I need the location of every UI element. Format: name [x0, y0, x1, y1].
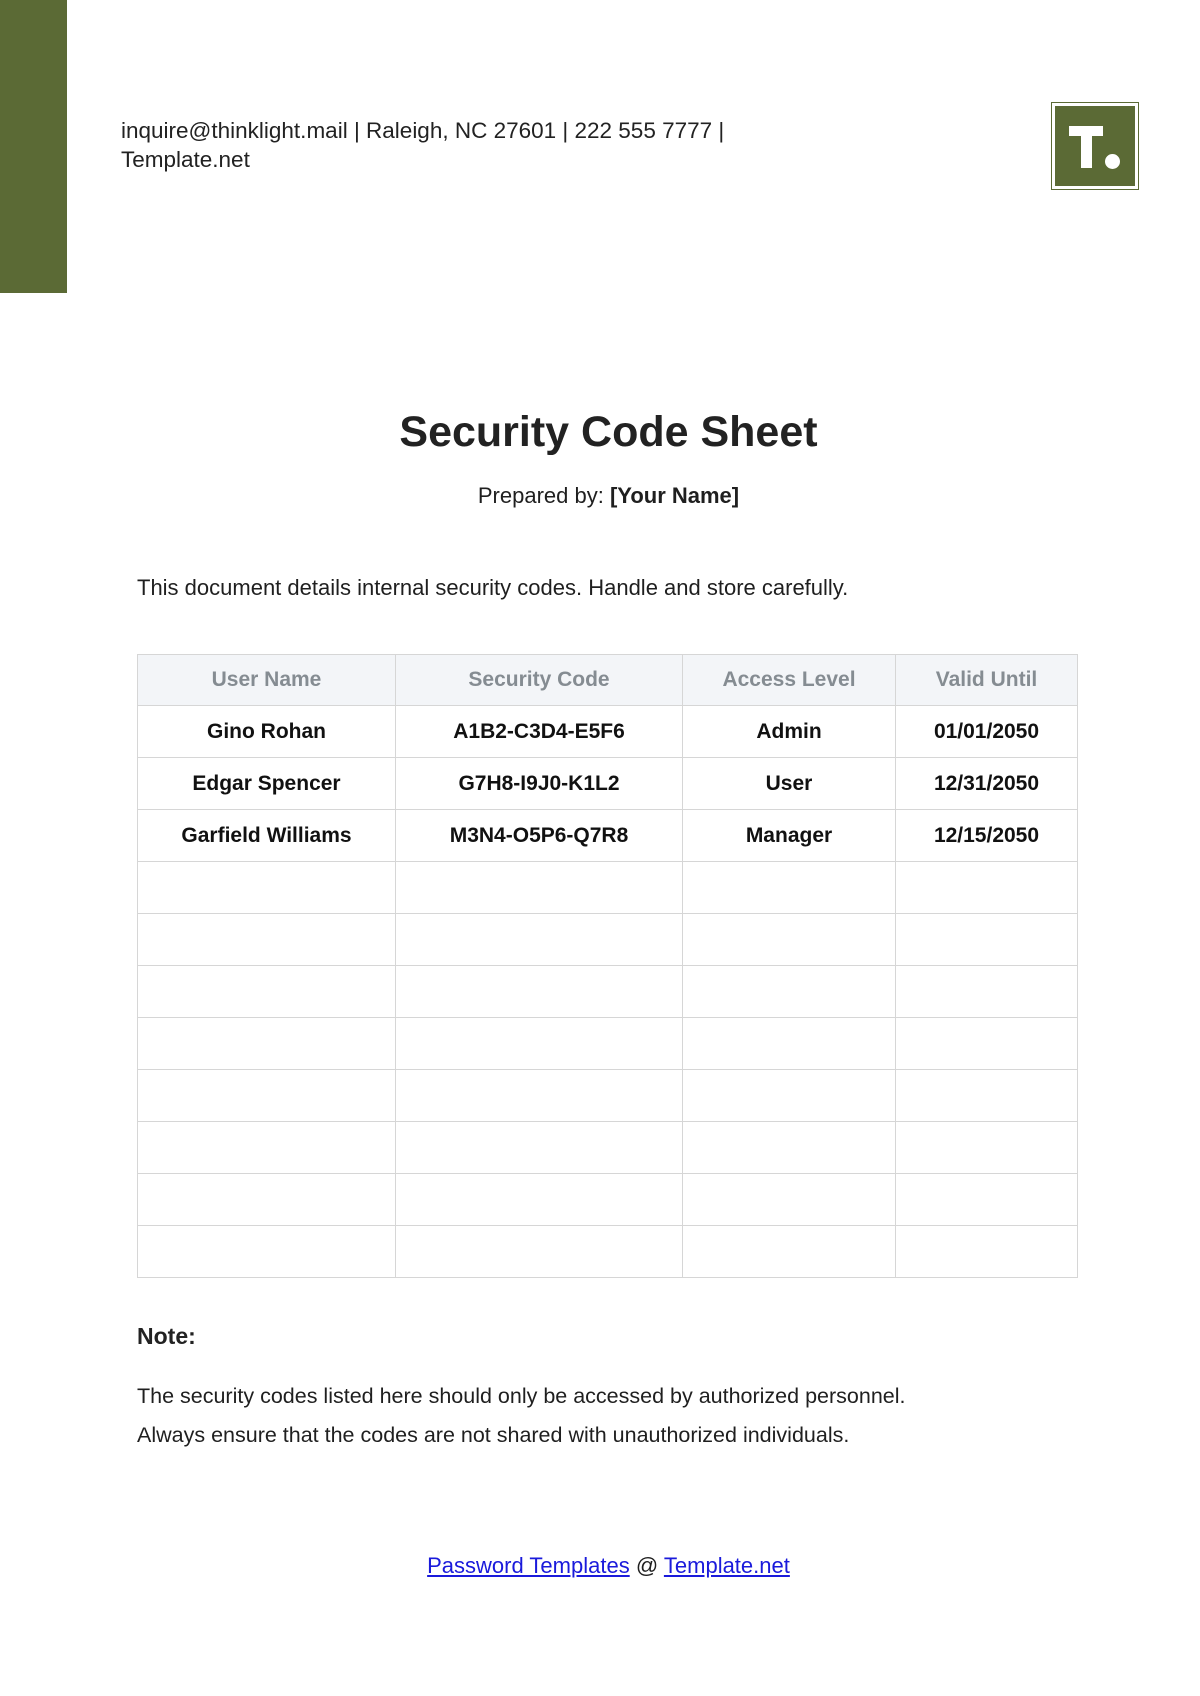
contact-info — [121, 116, 761, 174]
cell-security-code — [396, 1018, 683, 1070]
cell-access-level: User — [683, 758, 896, 810]
cell-security-code — [396, 1226, 683, 1278]
cell-access-level — [683, 1174, 896, 1226]
cell-access-level — [683, 1018, 896, 1070]
note-line: Always ensure that the codes are not shared with unauthorized individuals. — [137, 1423, 850, 1447]
cell-access-level — [683, 914, 896, 966]
column-header-valid-until: Valid Until — [896, 655, 1078, 706]
table-row — [138, 706, 1078, 758]
cell-access-level — [683, 966, 896, 1018]
cell-security-code — [396, 1174, 683, 1226]
table-row — [138, 810, 1078, 862]
footer-separator: @ — [635, 1553, 659, 1578]
cell-access-level — [683, 1122, 896, 1174]
intro-text: This document details internal security codes. Handle and store carefully. — [137, 575, 849, 600]
cell-security-code — [396, 966, 683, 1018]
cell-valid-until — [896, 1070, 1078, 1122]
footer — [0, 1553, 1200, 1579]
table-row-empty — [138, 1018, 1078, 1070]
table-row-empty — [138, 1226, 1078, 1278]
cell-security-code: G7H8-I9J0-K1L2 — [396, 758, 683, 810]
cell-access-level — [683, 1070, 896, 1122]
table-row-empty — [138, 862, 1078, 914]
cell-valid-until: 12/31/2050 — [896, 758, 1078, 810]
note-line: The security codes listed here should only be accessed by authorized personnel. — [137, 1384, 906, 1408]
cell-valid-until — [896, 1226, 1078, 1278]
column-header-security-code: Security Code — [396, 655, 683, 706]
cell-security-code — [396, 1122, 683, 1174]
password-templates-link[interactable]: Password Templates — [427, 1553, 630, 1578]
cell-security-code: A1B2-C3D4-E5F6 — [396, 706, 683, 758]
table-header-row — [138, 655, 1078, 706]
cell-user-name — [138, 1174, 396, 1226]
cell-security-code — [396, 862, 683, 914]
cell-user-name — [138, 1226, 396, 1278]
cell-valid-until — [896, 966, 1078, 1018]
cell-access-level: Admin — [683, 706, 896, 758]
table-row-empty — [138, 966, 1078, 1018]
column-header-user-name: User Name — [138, 655, 396, 706]
table-row-empty — [138, 1174, 1078, 1226]
cell-user-name — [138, 1070, 396, 1122]
contact-line: Template.net — [121, 147, 250, 172]
note-heading: Note: — [137, 1323, 196, 1349]
cell-user-name: Garfield Williams — [138, 810, 396, 862]
cell-access-level — [683, 862, 896, 914]
table-row-empty — [138, 914, 1078, 966]
template-net-link[interactable]: Template.net — [663, 1553, 790, 1578]
prepared-by — [0, 482, 1200, 510]
cell-valid-until — [896, 914, 1078, 966]
cell-valid-until: 12/15/2050 — [896, 810, 1078, 862]
cell-user-name — [138, 1018, 396, 1070]
cell-user-name: Edgar Spencer — [138, 758, 396, 810]
cell-security-code: M3N4-O5P6-Q7R8 — [396, 810, 683, 862]
cell-user-name — [138, 914, 396, 966]
contact-line: inquire@thinklight.mail | Raleigh, NC 27601 | 222 555 7777 | — [121, 118, 725, 143]
cell-valid-until — [896, 862, 1078, 914]
prepared-by-label: Prepared by: — [477, 483, 604, 508]
cell-user-name — [138, 862, 396, 914]
cell-valid-until — [896, 1174, 1078, 1226]
cell-security-code — [396, 1070, 683, 1122]
logo-mark-icon — [1055, 106, 1135, 186]
page-title: Security Code Sheet — [399, 408, 818, 456]
prepared-by-value: [Your Name] — [609, 483, 740, 508]
cell-valid-until — [896, 1122, 1078, 1174]
cell-security-code — [396, 914, 683, 966]
template-logo — [1051, 102, 1139, 190]
cell-access-level — [683, 1226, 896, 1278]
cell-access-level: Manager — [683, 810, 896, 862]
cell-user-name: Gino Rohan — [138, 706, 396, 758]
note-text — [137, 1377, 1077, 1455]
table-row-empty — [138, 1070, 1078, 1122]
cell-valid-until — [896, 1018, 1078, 1070]
table-row — [138, 758, 1078, 810]
accent-bar — [0, 0, 67, 293]
security-code-table — [137, 654, 1078, 1278]
cell-valid-until: 01/01/2050 — [896, 706, 1078, 758]
cell-user-name — [138, 966, 396, 1018]
table-row-empty — [138, 1122, 1078, 1174]
cell-user-name — [138, 1122, 396, 1174]
column-header-access-level: Access Level — [683, 655, 896, 706]
